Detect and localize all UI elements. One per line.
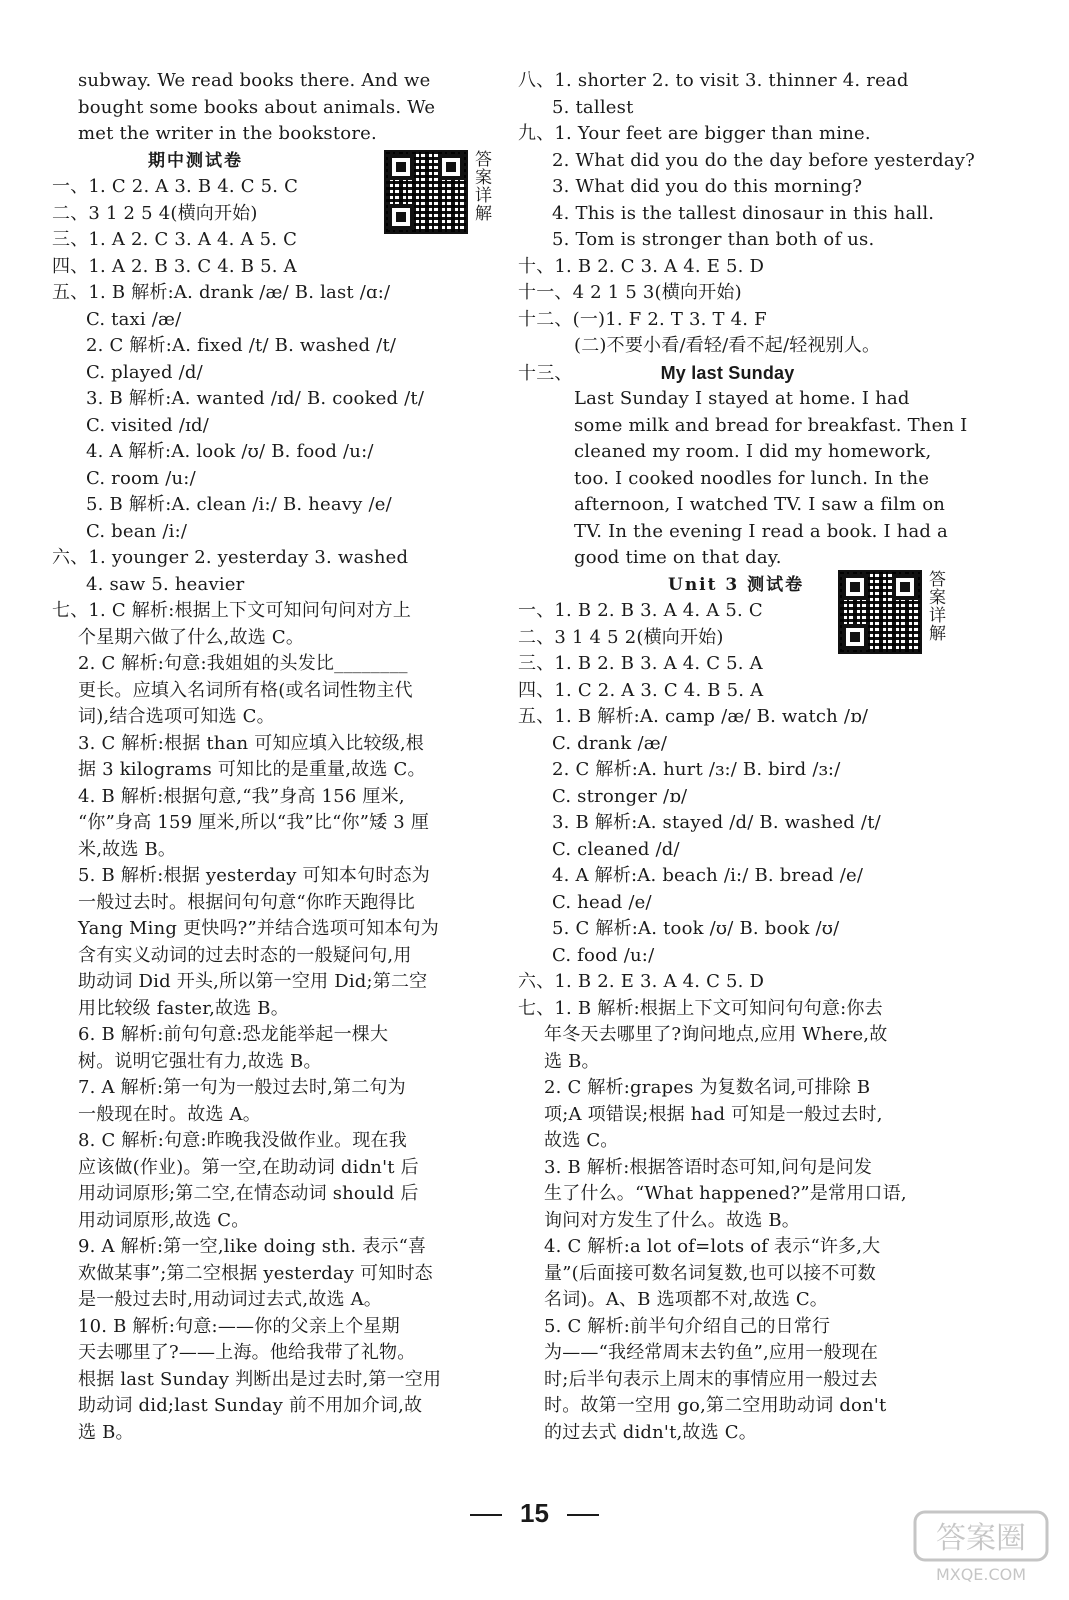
- text-line: [52, 1075, 500, 1102]
- text-line: [52, 1393, 500, 1420]
- text-line: [518, 1393, 958, 1420]
- line-text: 期中测试卷: [148, 150, 243, 171]
- text-line: [52, 413, 500, 440]
- text-line: [518, 201, 958, 228]
- text-line: [52, 863, 500, 890]
- line-text: 用比较级 faster,故选 B。: [78, 997, 289, 1019]
- text-line: [52, 1287, 500, 1314]
- line-text: 词),结合选项可知选 C。: [78, 706, 275, 727]
- text-line: [518, 996, 958, 1023]
- left-column: [52, 68, 500, 1446]
- text-line: [518, 1128, 958, 1155]
- line-text: 量”(后面接可数名词复数,也可以接不可数: [544, 1262, 876, 1284]
- text-line: [52, 1314, 500, 1341]
- text-line: [52, 943, 500, 970]
- text-line: [518, 360, 958, 387]
- text-line: [518, 1261, 958, 1288]
- line-text: 十二、(一)1. F 2. T 3. T 4. F: [518, 308, 767, 330]
- line-text: 五、1. B 解析:A. drank /æ/ B. last /ɑ:/: [52, 282, 391, 303]
- essay-title: My last Sunday: [660, 362, 795, 383]
- line-text: 时。故第一空用 go,第二空用助动词 don't: [544, 1395, 887, 1416]
- text-line: [52, 386, 500, 413]
- line-text: 三、1. B 2. B 3. A 4. C 5. A: [518, 653, 763, 674]
- line-text: C. taxi /æ/: [86, 308, 182, 330]
- text-line: [518, 651, 958, 678]
- text-line: [518, 1234, 958, 1261]
- text-line: [518, 545, 958, 572]
- text-line: [52, 704, 500, 731]
- line-text: 4. saw 5. heavier: [86, 573, 245, 595]
- text-line: [52, 1340, 500, 1367]
- line-text: 时;后半句表示上周末的事情应用一般过去: [544, 1368, 878, 1390]
- text-line: [518, 1022, 958, 1049]
- text-line: [518, 68, 958, 95]
- line-text: C. food /u:/: [552, 944, 655, 966]
- line-text: 五、1. B 解析:A. camp /æ/ B. watch /ɒ/: [518, 706, 869, 727]
- line-text: 4. A 解析:A. beach /i:/ B. bread /e/: [552, 865, 864, 886]
- text-line: [52, 1181, 500, 1208]
- line-text: 含有实义动词的过去时态的一般疑问句,用: [78, 944, 412, 966]
- text-line: [518, 1155, 958, 1182]
- line-text: 应该做(作业)。第一空,在助动词 didn't 后: [78, 1156, 419, 1178]
- line-text: 欢做某事”;第二空根据 yesterday 可知时态: [78, 1262, 433, 1284]
- line-text: 项;A 项错误;根据 had 可知是一般过去时,: [544, 1103, 883, 1125]
- line-text: 八、1. shorter 2. to visit 3. thinner 4. read: [518, 70, 909, 91]
- line-text: 九、1. Your feet are bigger than mine.: [518, 123, 871, 144]
- line-text: 七、1. B 解析:根据上下文可知问句句意:你去: [518, 997, 883, 1019]
- line-text: 树。说明它强壮有力,故选 B。: [78, 1050, 322, 1072]
- line-text: Unit 3 测试卷: [668, 574, 805, 595]
- qr-code-icon[interactable]: [384, 150, 468, 234]
- watermark-logo: [911, 1506, 1051, 1586]
- line-text: 天去哪里了?——上海。他给我带了礼物。: [78, 1342, 416, 1363]
- line-text: subway. We read books there. And we: [78, 70, 431, 91]
- text-line: [518, 1367, 958, 1394]
- line-text: 故选 C。: [544, 1130, 619, 1151]
- line-text: 3. B 解析:A. stayed /d/ B. washed /t/: [552, 812, 881, 833]
- line-text: 5. Tom is stronger than both of us.: [552, 229, 875, 250]
- text-line: [518, 890, 958, 917]
- line-text: 个星期六做了什么,故选 C。: [78, 626, 305, 648]
- text-line: [52, 466, 500, 493]
- line-text: cleaned my room. I did my homework,: [574, 441, 932, 462]
- text-line: [52, 1155, 500, 1182]
- text-line: [52, 678, 500, 705]
- text-line: [52, 1420, 500, 1447]
- text-line: [518, 174, 958, 201]
- line-text: 一般现在时。故选 A。: [78, 1103, 261, 1125]
- text-line: [52, 1367, 500, 1394]
- text-line: [52, 916, 500, 943]
- text-line: [52, 996, 500, 1023]
- text-line: [518, 1075, 958, 1102]
- text-line: [52, 810, 500, 837]
- line-text: 三、1. A 2. C 3. A 4. A 5. C: [52, 229, 298, 250]
- text-line: [52, 1102, 500, 1129]
- text-line: [52, 1049, 500, 1076]
- line-text: 六、1. B 2. E 3. A 4. C 5. D: [518, 971, 765, 992]
- line-text: 3. B 解析:根据答语时态可知,问句是问发: [544, 1156, 873, 1178]
- line-text: 一般过去时。根据问句句意“你昨天跑得比: [78, 891, 416, 913]
- text-line: [52, 1261, 500, 1288]
- line-text: 十、1. B 2. C 3. A 4. E 5. D: [518, 255, 765, 277]
- qr-label: 答案详解: [925, 570, 945, 642]
- text-line: [52, 1208, 500, 1235]
- text-line: [52, 1128, 500, 1155]
- line-text: 4. This is the tallest dinosaur in this hall.: [552, 202, 935, 224]
- line-text: 2. C 解析:句意:我姐姐的头发比________: [78, 653, 408, 674]
- line-text: C. visited /ɪd/: [86, 414, 210, 436]
- text-line: [52, 280, 500, 307]
- line-text: 年冬天去哪里了?询问地点,应用 Where,故: [544, 1024, 888, 1045]
- text-line: [52, 1234, 500, 1261]
- text-line: [52, 492, 500, 519]
- right-column: [518, 68, 976, 1446]
- text-line: [52, 969, 500, 996]
- text-line: [52, 890, 500, 917]
- line-text: afternoon, I watched TV. I saw a film on: [574, 494, 946, 515]
- text-line: [518, 863, 958, 890]
- line-text: C. stronger /ɒ/: [552, 785, 688, 807]
- line-text: 二、3 1 4 5 2(横向开始): [518, 626, 724, 648]
- line-text: 5. B 解析:A. clean /i:/ B. heavy /e/: [86, 494, 392, 515]
- text-line: [52, 651, 500, 678]
- text-line: [518, 1181, 958, 1208]
- text-line: [518, 1102, 958, 1129]
- text-line: [518, 333, 958, 360]
- line-text: C. room /u:/: [86, 467, 196, 489]
- text-line: [518, 254, 958, 281]
- line-text: 更长。应填入名词所有格(或名词性物主代: [78, 679, 413, 701]
- line-text: 5. C 解析:A. took /ʊ/ B. book /ʊ/: [552, 918, 840, 939]
- text-line: [518, 95, 958, 122]
- line-text: 的过去式 didn't,故选 C。: [544, 1421, 757, 1443]
- line-text: 3. What did you do this morning?: [552, 176, 863, 197]
- line-text: 2. C 解析:grapes 为复数名词,可排除 B: [544, 1077, 871, 1098]
- text-line: [518, 969, 958, 996]
- text-line: [518, 916, 958, 943]
- text-line: [518, 227, 958, 254]
- text-line: [518, 466, 958, 493]
- line-text: 4. C 解析:a lot of=lots of 表示“许多,大: [544, 1236, 881, 1257]
- line-text: 生了什么。“What happened?”是常用口语,: [544, 1183, 907, 1204]
- line-text: 10. B 解析:句意:——你的父亲上个星期: [78, 1315, 400, 1337]
- line-text: 二、3 1 2 5 4(横向开始): [52, 202, 258, 224]
- line-text: 6. B 解析:前句句意:恐龙能举起一棵大: [78, 1024, 389, 1045]
- line-text: 选 B。: [544, 1050, 600, 1072]
- text-line: [52, 333, 500, 360]
- line-text: C. head /e/: [552, 891, 652, 913]
- text-line: [52, 545, 500, 572]
- text-line: [52, 757, 500, 784]
- line-text: 7. A 解析:第一句为一般过去时,第二句为: [78, 1077, 406, 1098]
- line-text: 一、1. C 2. A 3. B 4. C 5. C: [52, 176, 299, 197]
- line-text: 六、1. younger 2. yesterday 3. washed: [52, 547, 409, 568]
- text-line: [52, 572, 500, 599]
- line-text: 一、1. B 2. B 3. A 4. A 5. C: [518, 600, 763, 621]
- line-text: 8. C 解析:句意:昨晚我没做作业。现在我: [78, 1130, 407, 1151]
- qr-label: 答案详解: [471, 150, 491, 222]
- line-text: Last Sunday I stayed at home. I had: [574, 388, 910, 409]
- line-text: 助动词 Did 开头,所以第一空用 Did;第二空: [78, 971, 428, 992]
- text-line: [518, 757, 958, 784]
- line-text: too. I cooked noodles for lunch. In the: [574, 467, 930, 489]
- line-text: 2. C 解析:A. fixed /t/ B. washed /t/: [86, 335, 397, 356]
- svg-text:MXQE.COM: MXQE.COM: [935, 1565, 1027, 1584]
- text-line: [518, 837, 958, 864]
- text-line: [52, 731, 500, 758]
- line-text: 四、1. C 2. A 3. C 4. B 5. A: [518, 679, 764, 701]
- text-line: [518, 386, 958, 413]
- text-line: [52, 519, 500, 546]
- line-text: 3. C 解析:根据 than 可知应填入比较级,根: [78, 732, 424, 754]
- line-text: 米,故选 B。: [78, 838, 177, 860]
- text-line: [518, 1420, 958, 1447]
- text-line: [518, 704, 958, 731]
- text-line: [518, 519, 958, 546]
- text-line: [518, 1208, 958, 1235]
- line-text: some milk and bread for breakfast. Then I: [574, 414, 968, 436]
- line-text: 用动词原形,故选 C。: [78, 1209, 250, 1231]
- text-line: [52, 625, 500, 652]
- line-text: met the writer in the bookstore.: [78, 123, 377, 144]
- line-text: C. played /d/: [86, 361, 203, 383]
- line-text: C. drank /æ/: [552, 732, 668, 754]
- text-line: [52, 598, 500, 625]
- text-line: [52, 1022, 500, 1049]
- line-text: 名词)。A、B 选项都不对,故选 C。: [544, 1289, 828, 1310]
- line-text: 为——“我经常周末去钓鱼”,应用一般现在: [544, 1342, 879, 1363]
- text-line: [518, 810, 958, 837]
- page-number: 15: [0, 1498, 1069, 1529]
- line-text: 用动词原形;第二空,在情态动词 should 后: [78, 1183, 419, 1204]
- line-text: 四、1. A 2. B 3. C 4. B 5. A: [52, 255, 297, 277]
- line-text: 5. tallest: [552, 96, 634, 118]
- text-line: [52, 68, 500, 95]
- line-text: TV. In the evening I read a book. I had a: [574, 520, 948, 542]
- text-line: [52, 784, 500, 811]
- text-line: [518, 121, 958, 148]
- text-line: [52, 307, 500, 334]
- svg-text:答案圈: 答案圈: [936, 1521, 1026, 1556]
- line-text: (二)不要小看/看轻/看不起/轻视别人。: [574, 335, 881, 356]
- qr-code-midterm[interactable]: [384, 150, 490, 234]
- line-text: 根据 last Sunday 判断出是过去时,第一空用: [78, 1368, 442, 1390]
- line-text: 七、1. C 解析:根据上下文可知问句问对方上: [52, 600, 412, 621]
- line-text: 十一、4 2 1 5 3(横向开始): [518, 282, 742, 303]
- line-text: bought some books about animals. We: [78, 96, 436, 118]
- line-text: 询问对方发生了什么。故选 B。: [544, 1209, 800, 1231]
- qr-code-icon[interactable]: [838, 570, 922, 654]
- text-line: [518, 1314, 958, 1341]
- line-text: Yang Ming 更快吗?”并结合选项可知本句为: [78, 918, 439, 939]
- line-text: 2. What did you do the day before yesterday?: [552, 149, 976, 171]
- line-text: good time on that day.: [574, 547, 782, 568]
- text-line: [52, 121, 500, 148]
- qr-code-unit3[interactable]: [838, 570, 944, 654]
- text-line: [518, 943, 958, 970]
- line-text: 是一般过去时,用动词过去式,故选 A。: [78, 1289, 382, 1310]
- line-text: “你”身高 159 厘米,所以“我”比“你”矮 3 厘: [78, 812, 430, 833]
- text-line: [518, 1049, 958, 1076]
- line-text: 5. C 解析:前半句介绍自己的日常行: [544, 1315, 831, 1337]
- line-text: 2. C 解析:A. hurt /ɜ:/ B. bird /ɜ:/: [552, 759, 841, 780]
- line-text: 十三、: [518, 362, 573, 384]
- text-line: [518, 784, 958, 811]
- text-line: [518, 1340, 958, 1367]
- line-text: 选 B。: [78, 1421, 134, 1443]
- text-line: [518, 280, 958, 307]
- text-line: [518, 148, 976, 175]
- text-line: [518, 307, 958, 334]
- text-line: [52, 837, 500, 864]
- text-line: [518, 439, 958, 466]
- line-text: 4. B 解析:根据句意,“我”身高 156 厘米,: [78, 785, 405, 807]
- text-line: [52, 254, 500, 281]
- line-text: C. cleaned /d/: [552, 838, 680, 860]
- line-text: 据 3 kilograms 可知比的是重量,故选 C。: [78, 759, 426, 780]
- line-text: 助动词 did;last Sunday 前不用加介词,故: [78, 1395, 423, 1416]
- text-line: [52, 95, 500, 122]
- text-line: [52, 360, 500, 387]
- text-line: [52, 439, 500, 466]
- line-text: 3. B 解析:A. wanted /ɪd/ B. cooked /t/: [86, 388, 425, 409]
- text-line: [518, 492, 958, 519]
- text-line: [518, 678, 958, 705]
- line-text: 5. B 解析:根据 yesterday 可知本句时态为: [78, 865, 430, 886]
- line-text: C. bean /i:/: [86, 520, 188, 542]
- text-line: [518, 731, 958, 758]
- text-line: [518, 413, 968, 440]
- line-text: 9. A 解析:第一空,like doing sth. 表示“喜: [78, 1236, 427, 1257]
- line-text: 4. A 解析:A. look /ʊ/ B. food /u:/: [86, 441, 374, 462]
- text-line: [518, 1287, 958, 1314]
